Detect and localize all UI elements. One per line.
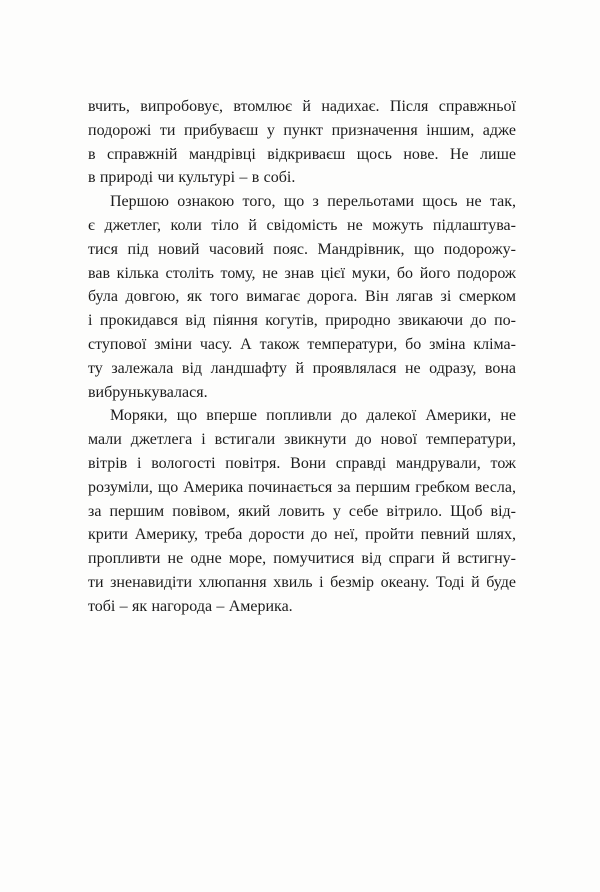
paragraph [88,190,516,404]
text-line: ти зненавидіти хлюпання хвиль і безмір океану. Тоді й буде [88,573,516,591]
text-block [88,95,516,619]
paragraph [88,404,516,618]
text-line: ступової зміни часу. А також температури, бо зміна кліма- [88,335,516,353]
text-line: за першим повівом, який ловить у себе вітрило. Щоб від- [88,502,516,520]
text-line: в справжній мандрівці відкриваєш щось нове. Не лише [88,145,516,163]
text-line: і прокидався від піяння когутів, природно звикаючи до по- [88,312,516,330]
text-line: крити Америку, треба дорости до неї, пройти певний шлях, [88,526,516,544]
text-line: вітрів і вологості повітря. Вони справді мандрували, тож [88,454,516,472]
text-line: розуміли, що Америка починається за першим гребком весла, [88,478,516,496]
text-line: вчить, випробовує, втомлює й надихає. Після справжньої [88,98,516,115]
text-line: ту залежала від ландшафту й проявлялася не одразу, вона [88,359,516,377]
text-line: була довгою, як того вимагає дорога. Він лягав зі смерком [88,288,516,306]
text-line: тися під новий часовий пояс. Мандрівник, що подорожу- [88,240,516,258]
text-line: подорожі ти прибуваєш у пункт призначення іншим, адже [88,121,516,139]
text-line: Першою ознакою того, що з перельотами щось не так, [110,193,516,211]
text-line: вав кілька століть тому, не знав цієї муки, бо його подорож [88,264,516,282]
text-line: вибрунькувалася. [88,383,208,401]
text-line: мали джетлега і встигали звикнути до нової температури, [88,431,516,449]
text-line: тобі – як нагорода – Америка. [88,597,293,615]
text-line: пропливти не одне море, помучитися від спраги й встигну- [88,550,516,568]
text-line: є джетлег, коли тіло й свідомість не можуть підлаштува- [88,216,516,234]
text-line: Моряки, що вперше попливли до далекої Америки, не [110,407,516,425]
paragraph [88,95,516,190]
text-line: в природі чи культурі – в собі. [88,169,296,187]
